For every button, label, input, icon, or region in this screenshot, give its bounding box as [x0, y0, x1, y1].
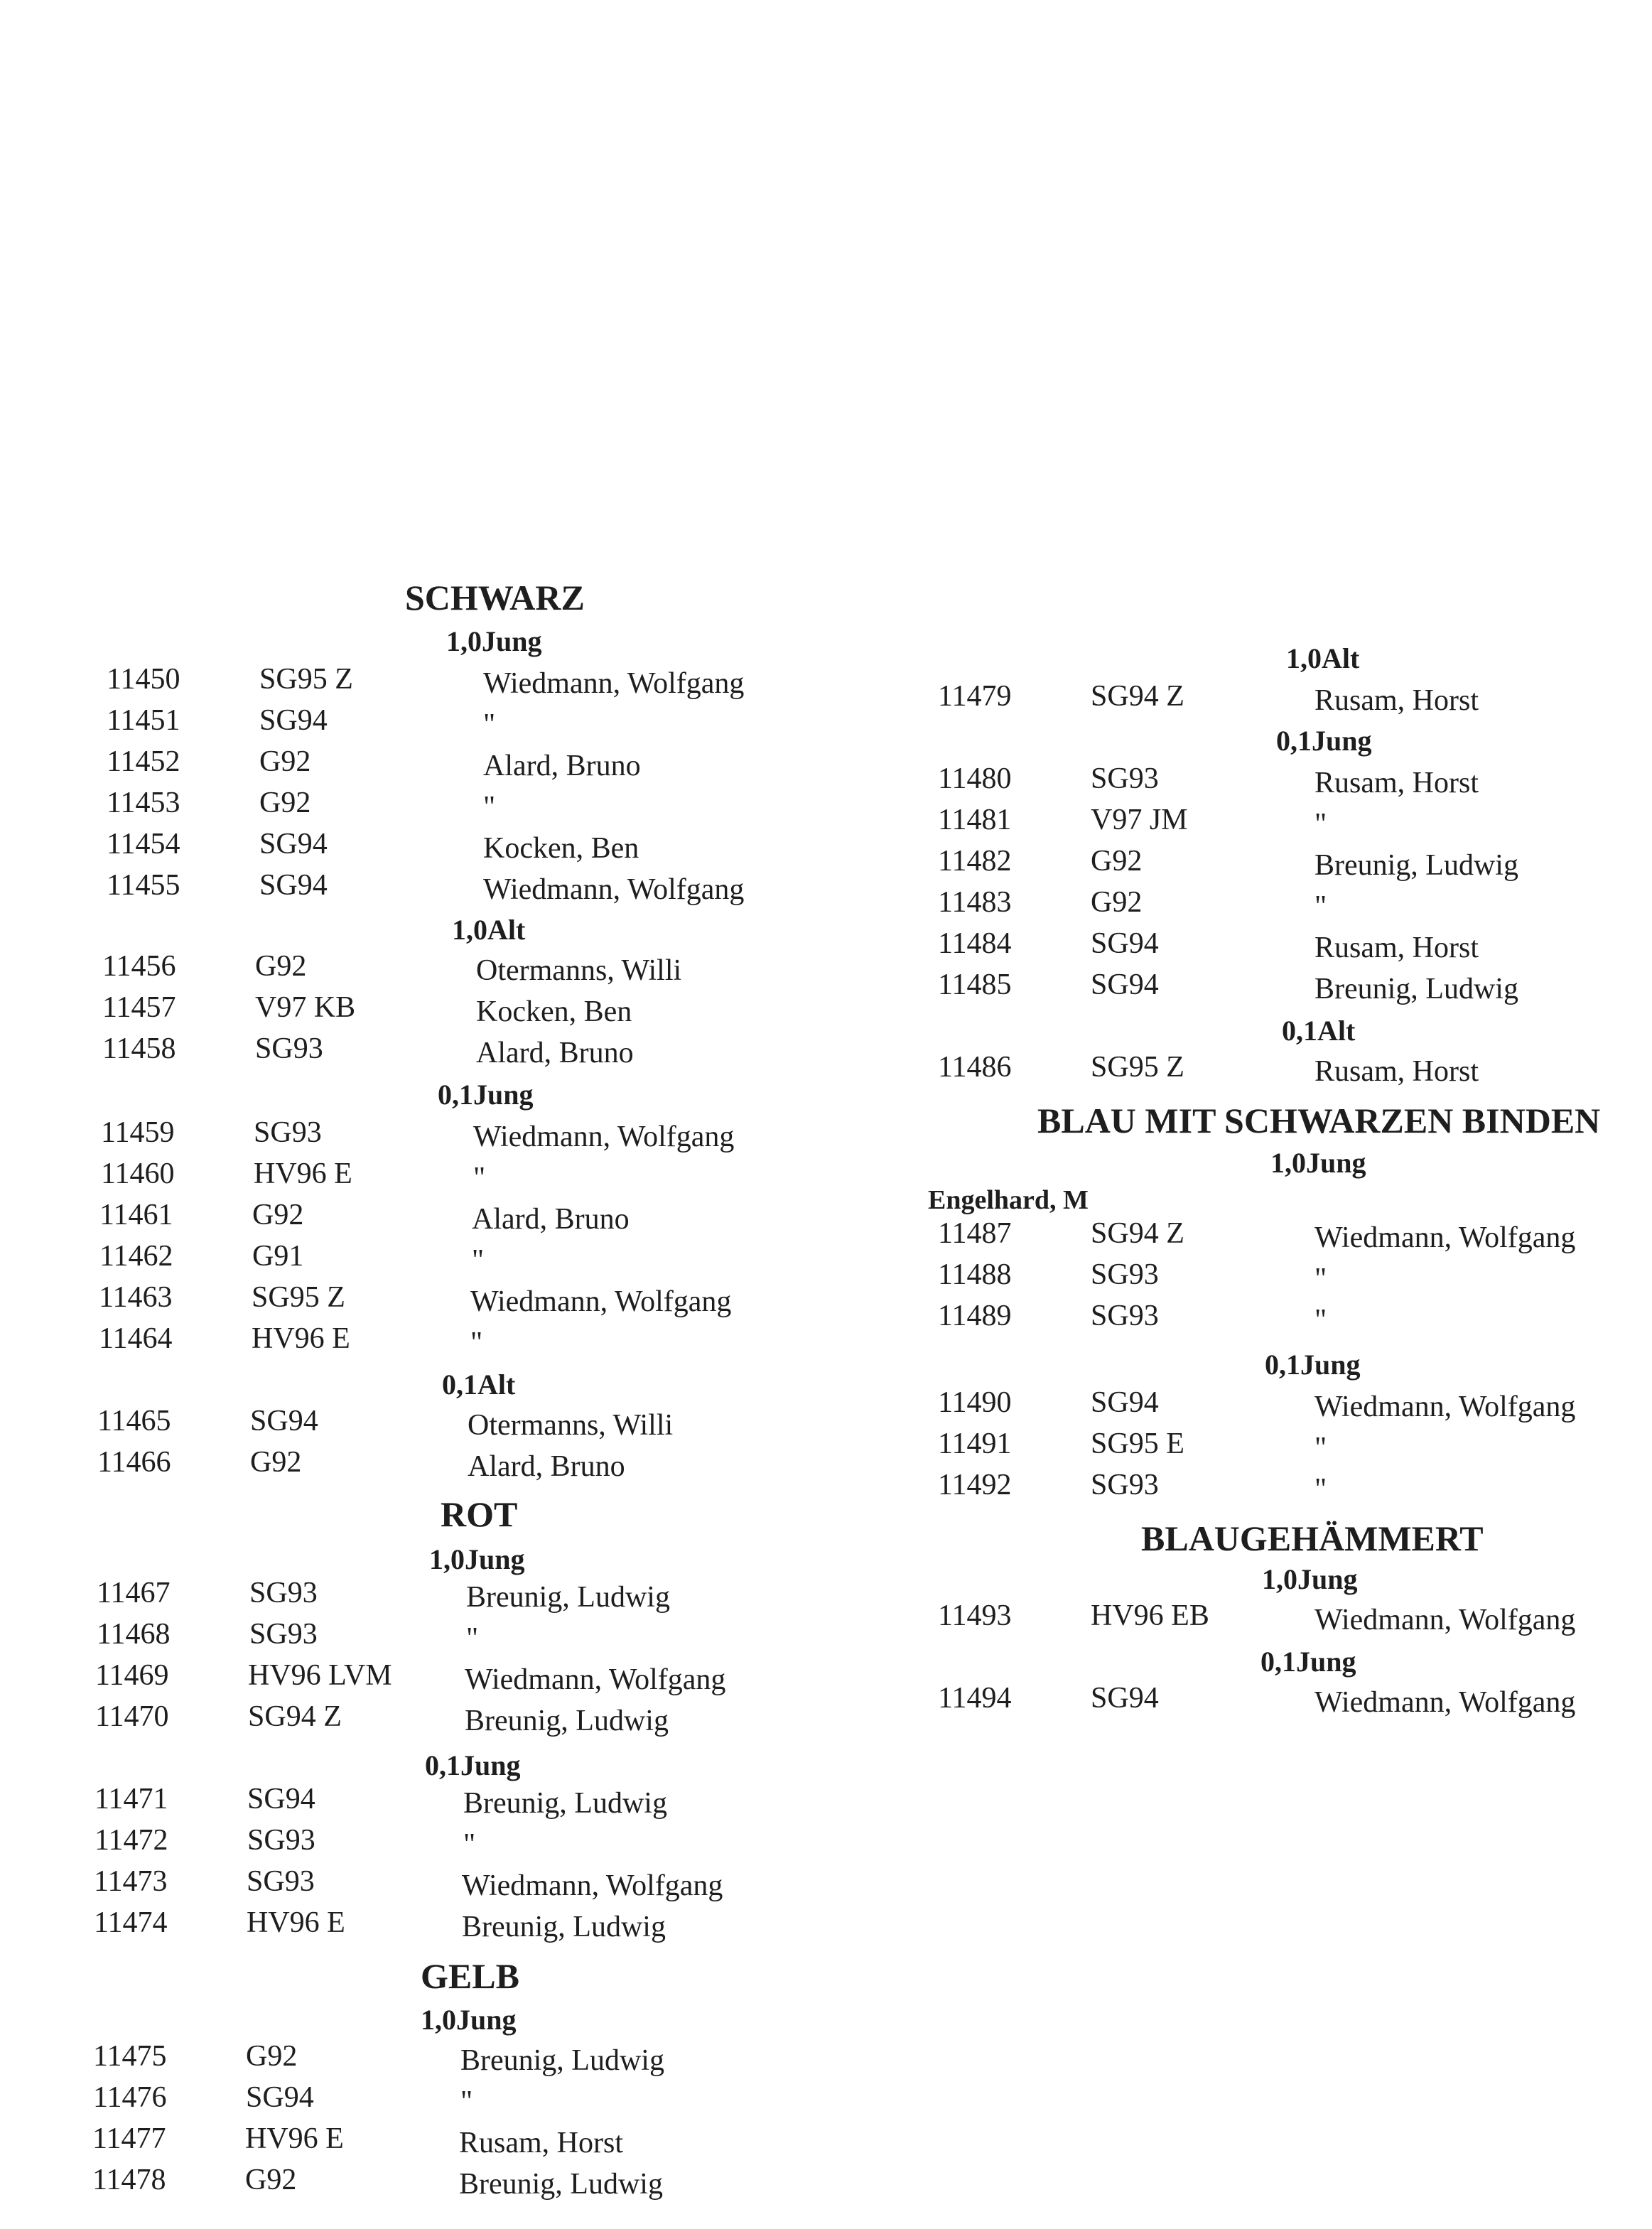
- table-row: [0, 2163, 824, 2201]
- breeder-name: Rusam, Horst: [1314, 1055, 1479, 1088]
- breeder-name: ": [472, 1244, 485, 1277]
- entry-number: 11487: [938, 1217, 1012, 1250]
- table-row: [824, 1216, 1652, 1254]
- table-row: [0, 1823, 824, 1861]
- entry-number: 11493: [938, 1599, 1012, 1632]
- rating-code: SG94: [1091, 1386, 1159, 1419]
- breeder-name: Breunig, Ludwig: [459, 2168, 663, 2201]
- breeder-name: Breunig, Ludwig: [463, 1787, 667, 1820]
- rating-code: SG93: [247, 1824, 315, 1857]
- rating-code: G92: [246, 2040, 298, 2073]
- table-row: [0, 827, 824, 865]
- group-label-text: 0,1Jung: [425, 1749, 521, 1781]
- entry-number: 11479: [938, 680, 1012, 713]
- rating-code: SG94: [259, 828, 328, 860]
- table-row: [0, 2080, 824, 2118]
- rating-code: SG93: [1091, 1469, 1159, 1501]
- group-label-text: 1,0Alt: [452, 914, 526, 946]
- rating-code: G92: [245, 2164, 297, 2196]
- group-label-text: 1,0Jung: [421, 2004, 517, 2036]
- rating-code: SG95 Z: [252, 1281, 345, 1314]
- section-heading-text: GELB: [421, 1956, 519, 1996]
- entry-number: 11459: [101, 1116, 175, 1149]
- group-label-text: 0,1Alt: [442, 1369, 516, 1400]
- table-row: [824, 927, 1652, 964]
- rating-code: SG94: [1091, 968, 1159, 1001]
- entry-number: 11468: [97, 1618, 171, 1651]
- table-row: [0, 662, 824, 700]
- rating-code: V97 KB: [255, 991, 356, 1024]
- entry-number: 11457: [102, 991, 176, 1024]
- rating-code: G92: [259, 745, 311, 778]
- table-row: [824, 679, 1652, 717]
- entry-number: 11480: [938, 762, 1012, 795]
- table-row: [0, 786, 824, 824]
- breeder-name: Alard, Bruno: [472, 1203, 630, 1236]
- breeder-name: ": [463, 1828, 476, 1861]
- entry-number: 11451: [107, 704, 180, 737]
- rating-code: G91: [252, 1240, 304, 1273]
- rating-code: SG95 Z: [259, 663, 353, 696]
- table-row: [824, 844, 1652, 882]
- table-row: [0, 1700, 824, 1737]
- table-row: [824, 968, 1652, 1005]
- breeder-name: Wiedmann, Wolfgang: [465, 1663, 726, 1696]
- entry-number: 11461: [99, 1199, 173, 1231]
- breeder-name: Wiedmann, Wolfgang: [470, 1285, 732, 1318]
- table-row: [824, 885, 1652, 923]
- rating-code: SG93: [1091, 1258, 1159, 1291]
- table-row: [0, 2122, 824, 2159]
- entry-number: 11478: [92, 2164, 166, 2196]
- rating-code: SG94: [247, 1783, 315, 1815]
- entry-number: 11489: [938, 1300, 1012, 1332]
- table-row: [0, 868, 824, 906]
- rating-code: G92: [1091, 845, 1143, 878]
- breeder-name: ": [483, 791, 496, 824]
- group-label-text: 0,1Jung: [438, 1079, 534, 1111]
- table-row: [0, 1198, 824, 1236]
- breeder-name: ": [1314, 1263, 1327, 1295]
- table-row: [0, 1157, 824, 1194]
- entry-number: 11490: [938, 1386, 1012, 1419]
- table-row: [824, 762, 1652, 799]
- table-row: [0, 1617, 824, 1655]
- breeder-name: Rusam, Horst: [459, 2127, 623, 2159]
- entry-number: 11460: [101, 1157, 175, 1190]
- rating-code: SG93: [247, 1865, 315, 1898]
- entry-number: 11465: [97, 1405, 171, 1437]
- group-label-text: 1,0Jung: [446, 625, 542, 657]
- right-column: [824, 0, 1652, 2229]
- rating-code: G92: [255, 950, 307, 983]
- table-row: [0, 1658, 824, 1696]
- left-column: [0, 0, 824, 2229]
- table-row: [0, 1032, 824, 1069]
- entry-number: 11466: [97, 1446, 171, 1479]
- table-row: [0, 1280, 824, 1318]
- table-row: [0, 2039, 824, 2077]
- breeder-name: ": [1314, 1432, 1327, 1464]
- rating-code: G92: [1091, 886, 1143, 919]
- entry-number: 11470: [95, 1700, 169, 1733]
- table-row: [824, 1050, 1652, 1088]
- table-row: [824, 1427, 1652, 1464]
- breeder-name: Wiedmann, Wolfgang: [483, 873, 745, 906]
- group-label-text: 0,1Alt: [1282, 1015, 1356, 1047]
- table-row: [0, 1322, 824, 1359]
- rating-code: SG94: [246, 2081, 314, 2114]
- table-row: [0, 745, 824, 782]
- group-label-text: 0,1Jung: [1260, 1646, 1356, 1678]
- entry-number: 11467: [97, 1577, 171, 1609]
- breeder-name: Alard, Bruno: [476, 1037, 634, 1069]
- table-row: [0, 1906, 824, 1943]
- rating-code: HV96 LVM: [248, 1659, 392, 1692]
- entry-number: 11476: [93, 2081, 167, 2114]
- group-label-text: 1,0Jung: [1262, 1563, 1358, 1595]
- entry-number: 11473: [94, 1865, 168, 1898]
- rating-code: SG94 Z: [248, 1700, 342, 1733]
- group-label-text: 1,0Jung: [429, 1543, 525, 1575]
- entry-number: 11469: [95, 1659, 169, 1692]
- rating-code: HV96 E: [252, 1322, 350, 1355]
- entry-number: 11482: [938, 845, 1012, 878]
- table-row: [0, 1239, 824, 1277]
- entry-number: 11494: [938, 1682, 1012, 1715]
- entry-number: 11455: [107, 869, 180, 902]
- rating-code: HV96 EB: [1091, 1599, 1209, 1632]
- section-heading-text: ROT: [441, 1494, 518, 1534]
- entry-number: 11483: [938, 886, 1012, 919]
- breeder-name: Breunig, Ludwig: [466, 1581, 670, 1614]
- rating-code: HV96 E: [247, 1906, 345, 1939]
- table-row: [0, 1576, 824, 1614]
- rating-code: SG93: [1091, 1300, 1159, 1332]
- rating-code: SG94: [1091, 1682, 1159, 1715]
- table-row: [0, 703, 824, 741]
- table-row: [0, 1404, 824, 1442]
- entry-number: 11454: [107, 828, 180, 860]
- breeder-name: Wiedmann, Wolfgang: [1314, 1604, 1576, 1636]
- rating-code: SG95 E: [1091, 1427, 1184, 1460]
- entry-number: 11472: [95, 1824, 168, 1857]
- section-heading-text: SCHWARZ: [405, 578, 585, 617]
- rating-code: HV96 E: [245, 2122, 344, 2155]
- breeder-name: ": [473, 1162, 486, 1194]
- entry-number: 11456: [102, 950, 176, 983]
- breeder-name: Alard, Bruno: [483, 750, 641, 782]
- table-row: [0, 1116, 824, 1153]
- breeder-name: Breunig, Ludwig: [460, 2044, 664, 2077]
- entry-number: 11481: [938, 804, 1012, 836]
- rating-code: SG94: [250, 1405, 318, 1437]
- breeder-name: Breunig, Ludwig: [465, 1705, 669, 1737]
- breeder-name: Wiedmann, Wolfgang: [1314, 1221, 1576, 1254]
- table-row: [824, 803, 1652, 841]
- table-row: [0, 1445, 824, 1483]
- table-row: [824, 1468, 1652, 1506]
- entry-number: 11450: [107, 663, 180, 696]
- entry-number: 11458: [102, 1032, 176, 1065]
- breeder-name: ": [1314, 808, 1327, 841]
- entry-number: 11485: [938, 968, 1012, 1001]
- breeder-name: Breunig, Ludwig: [1314, 973, 1518, 1005]
- group-label-text: 1,0Alt: [1286, 642, 1360, 674]
- breeder-name: Alard, Bruno: [468, 1450, 625, 1483]
- breeder-name: Wiedmann, Wolfgang: [473, 1121, 735, 1153]
- section-heading-text: BLAU MIT SCHWARZEN BINDEN: [1037, 1101, 1601, 1140]
- entry-number: 11488: [938, 1258, 1012, 1291]
- breeder-name: Kocken, Ben: [483, 832, 639, 865]
- table-row: [824, 1299, 1652, 1337]
- entry-number: 11471: [95, 1783, 168, 1815]
- rating-code: SG93: [249, 1577, 318, 1609]
- rating-code: SG94: [1091, 927, 1159, 960]
- breeder-name: Breunig, Ludwig: [462, 1911, 666, 1943]
- entry-number: 11464: [99, 1322, 173, 1355]
- entry-number: 11477: [92, 2122, 166, 2155]
- breeder-name: ": [1314, 890, 1327, 923]
- breeder-name: Kocken, Ben: [476, 995, 632, 1028]
- breeder-name: Rusam, Horst: [1314, 932, 1479, 964]
- group-label-text: 0,1Jung: [1265, 1349, 1361, 1381]
- rating-code: G92: [259, 787, 311, 819]
- breeder-name: ": [470, 1327, 483, 1359]
- rating-code: G92: [252, 1199, 304, 1231]
- entry-number: 11484: [938, 927, 1012, 960]
- rating-code: SG93: [249, 1618, 318, 1651]
- entry-number: 11492: [938, 1469, 1012, 1501]
- breeder-name: Rusam, Horst: [1314, 684, 1479, 717]
- breeder-name: ": [483, 708, 496, 741]
- rating-code: SG94: [259, 869, 328, 902]
- breeder-name: ": [460, 2085, 473, 2118]
- entry-number: 11474: [94, 1906, 168, 1939]
- group-label-text: 1,0Jung: [1270, 1147, 1366, 1179]
- breeder-name: ": [466, 1622, 479, 1655]
- breeder-label-text: Engelhard, M: [928, 1185, 1089, 1215]
- rating-code: SG93: [255, 1032, 323, 1065]
- entry-number: 11463: [99, 1281, 173, 1314]
- breeder-name: ": [1314, 1473, 1327, 1506]
- rating-code: G92: [250, 1446, 302, 1479]
- rating-code: SG94 Z: [1091, 680, 1184, 713]
- breeder-name: Wiedmann, Wolfgang: [1314, 1686, 1576, 1719]
- breeder-name: Wiedmann, Wolfgang: [1314, 1391, 1576, 1423]
- rating-code: SG94: [259, 704, 328, 737]
- entry-number: 11491: [938, 1427, 1012, 1460]
- rating-code: SG93: [254, 1116, 322, 1149]
- breeder-name: ": [1314, 1304, 1327, 1337]
- breeder-name: Otermanns, Willi: [476, 954, 682, 987]
- entry-number: 11452: [107, 745, 180, 778]
- breeder-name: Wiedmann, Wolfgang: [483, 667, 745, 700]
- rating-code: V97 JM: [1091, 804, 1188, 836]
- table-row: [0, 949, 824, 987]
- breeder-name: Otermanns, Willi: [468, 1409, 674, 1442]
- breeder-name: Rusam, Horst: [1314, 767, 1479, 799]
- rating-code: SG93: [1091, 762, 1159, 795]
- rating-code: SG94 Z: [1091, 1217, 1184, 1250]
- table-row: [824, 1258, 1652, 1295]
- table-row: [0, 1864, 824, 1902]
- table-row: [824, 1386, 1652, 1423]
- rating-code: HV96 E: [254, 1157, 352, 1190]
- breeder-name: Wiedmann, Wolfgang: [462, 1869, 723, 1902]
- entry-number: 11486: [938, 1051, 1012, 1084]
- breeder-name: Breunig, Ludwig: [1314, 849, 1518, 882]
- entry-number: 11462: [99, 1240, 173, 1273]
- entry-number: 11453: [107, 787, 180, 819]
- entry-number: 11475: [93, 2040, 167, 2073]
- rating-code: SG95 Z: [1091, 1051, 1184, 1084]
- table-row: [824, 1681, 1652, 1719]
- table-row: [0, 991, 824, 1028]
- table-row: [824, 1599, 1652, 1636]
- group-label-text: 0,1Jung: [1276, 725, 1372, 757]
- section-heading-text: BLAUGEHÄMMERT: [1141, 1518, 1484, 1558]
- table-row: [0, 1782, 824, 1820]
